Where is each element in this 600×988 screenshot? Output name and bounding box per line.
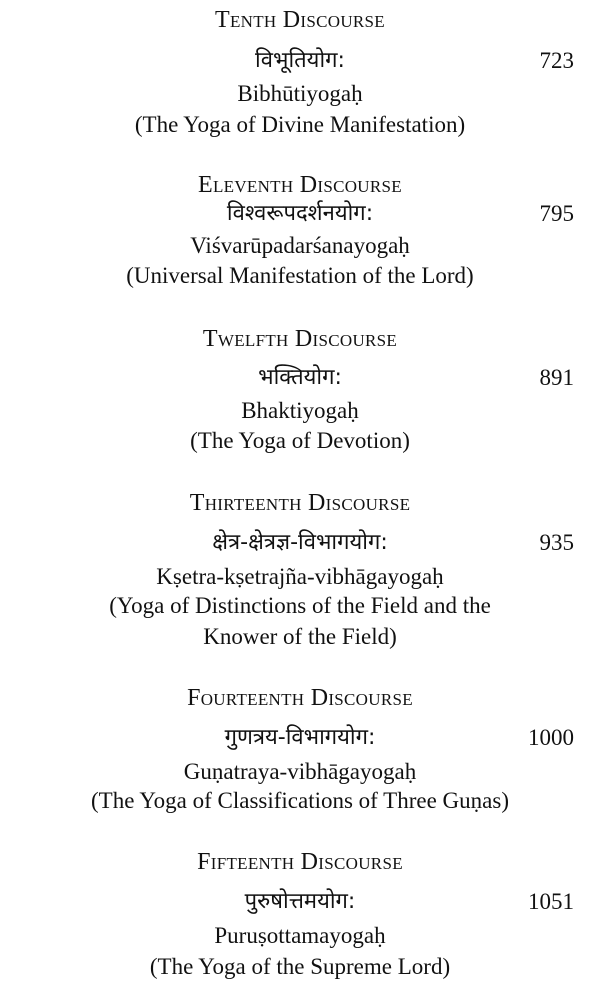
english-title-line: (The Yoga of Divine Manifestation) xyxy=(134,112,466,137)
sanskrit-title: भक्तियोग: xyxy=(258,365,342,390)
transliteration: Bibhūtiyogaḥ xyxy=(237,81,363,106)
discourse-heading: Tenth Discourse xyxy=(214,7,385,33)
sanskrit-title-row xyxy=(0,363,600,395)
transliteration: Puruṣottamayogaḥ xyxy=(214,923,386,948)
transliteration: Kṣetra-kṣetrajña-vibhāgayogaḥ xyxy=(156,564,444,589)
page-number: 1000 xyxy=(528,725,574,750)
page-number: 795 xyxy=(539,201,574,226)
discourse-heading: Fifteenth Discourse xyxy=(197,849,403,875)
page-number: 723 xyxy=(539,48,574,73)
page-number: 1051 xyxy=(528,889,574,914)
transliteration: Viśvarūpadarśanayogaḥ xyxy=(190,233,410,258)
discourse-heading: Thirteenth Discourse xyxy=(189,490,411,516)
english-title-line: (The Yoga of the Supreme Lord) xyxy=(149,954,451,979)
english-title-line: Knower of the Field) xyxy=(203,624,397,649)
sanskrit-title-row xyxy=(0,528,600,560)
english-title-line: (The Yoga of Classifications of Three Guṇas) xyxy=(91,788,509,813)
sanskrit-title: पुरुषोत्तमयोग: xyxy=(244,889,356,914)
discourse-heading: Fourteenth Discourse xyxy=(187,685,413,711)
sanskrit-title: क्षेत्र-क्षेत्रज्ञ-विभागयोग: xyxy=(212,530,388,555)
discourse-heading: Eleventh Discourse xyxy=(198,172,402,198)
sanskrit-title-row xyxy=(0,199,600,231)
sanskrit-title: विभूतियोग: xyxy=(255,48,345,73)
sanskrit-title-row xyxy=(0,887,600,919)
transliteration: Guṇatraya-vibhāgayogaḥ xyxy=(183,759,417,784)
transliteration: Bhaktiyogaḥ xyxy=(241,398,359,423)
english-title-line: (Universal Manifestation of the Lord) xyxy=(126,263,474,288)
sanskrit-title: गुणत्रय-विभागयोग: xyxy=(224,725,376,750)
discourse-heading: Twelfth Discourse xyxy=(202,326,398,352)
sanskrit-title-row xyxy=(0,46,600,78)
page-number: 935 xyxy=(539,530,574,555)
page-number: 891 xyxy=(539,365,574,390)
english-title-line: (The Yoga of Devotion) xyxy=(190,428,410,453)
sanskrit-title-row xyxy=(0,723,600,755)
english-title-line: (Yoga of Distinctions of the Field and the xyxy=(109,593,491,618)
sanskrit-title: विश्वरूपदर्शनयोग: xyxy=(226,201,374,226)
